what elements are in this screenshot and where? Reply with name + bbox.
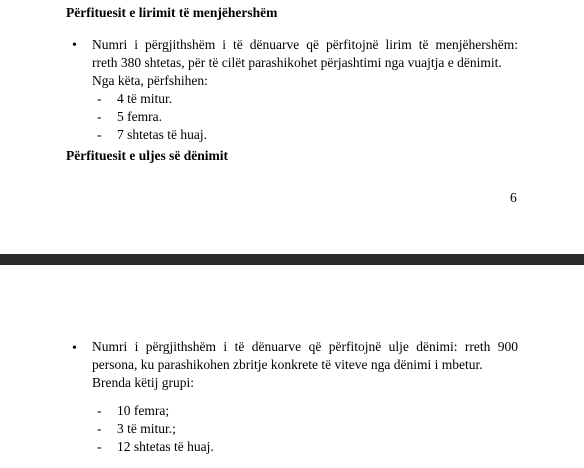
paragraph-line: Numri i përgjithshëm i të dënuarve që përfitojnë ulje dënimi: rreth 900 xyxy=(92,339,518,354)
document-page-bottom xyxy=(0,265,584,468)
list-item-text: 10 femra; xyxy=(117,403,170,418)
section-heading-sentence-reduction: Përfituesit e uljes së dënimit xyxy=(66,148,228,163)
paragraph-line: Nga këta, përfshihen: xyxy=(92,73,208,88)
paragraph-line: Numri i përgjithshëm i të dënuarve që përfitojnë lirim të menjëhershëm: xyxy=(92,37,518,52)
list-item xyxy=(97,108,162,126)
list-item-text: 5 femra. xyxy=(117,109,162,124)
dash-marker: - xyxy=(97,91,102,106)
paragraph-sentence-reduction xyxy=(92,338,518,392)
dash-marker: - xyxy=(97,421,102,436)
bullet-marker: • xyxy=(72,38,77,53)
dash-marker: - xyxy=(97,127,102,142)
dash-marker: - xyxy=(97,403,102,418)
page-separator xyxy=(0,254,584,265)
paragraph-line: persona, ku parashikohen zbritje konkrete të viteve nga dënimi i mbetur. xyxy=(92,357,483,372)
list-item xyxy=(97,402,169,420)
list-item-text: 7 shtetas të huaj. xyxy=(117,127,207,142)
list-item-text: 3 të mitur.; xyxy=(117,421,176,436)
dash-marker: - xyxy=(97,109,102,124)
paragraph-immediate-release xyxy=(92,36,518,90)
list-item xyxy=(97,438,214,456)
list-item xyxy=(97,420,176,438)
list-item-text: 4 të mitur. xyxy=(117,91,173,106)
dash-marker: - xyxy=(97,439,102,454)
paragraph-line: Brenda këtij grupi: xyxy=(92,375,194,390)
paragraph-line: rreth 380 shtetas, për të cilët parashikohet përjashtimi nga vuajtja e dënimit. xyxy=(92,55,502,70)
page-number: 6 xyxy=(510,190,517,205)
section-heading-immediate-release: Përfituesit e lirimit të menjëhershëm xyxy=(66,5,278,20)
list-item xyxy=(97,126,207,144)
list-item xyxy=(97,90,172,108)
list-item-text: 12 shtetas të huaj. xyxy=(117,439,214,454)
bullet-marker: • xyxy=(72,341,77,356)
